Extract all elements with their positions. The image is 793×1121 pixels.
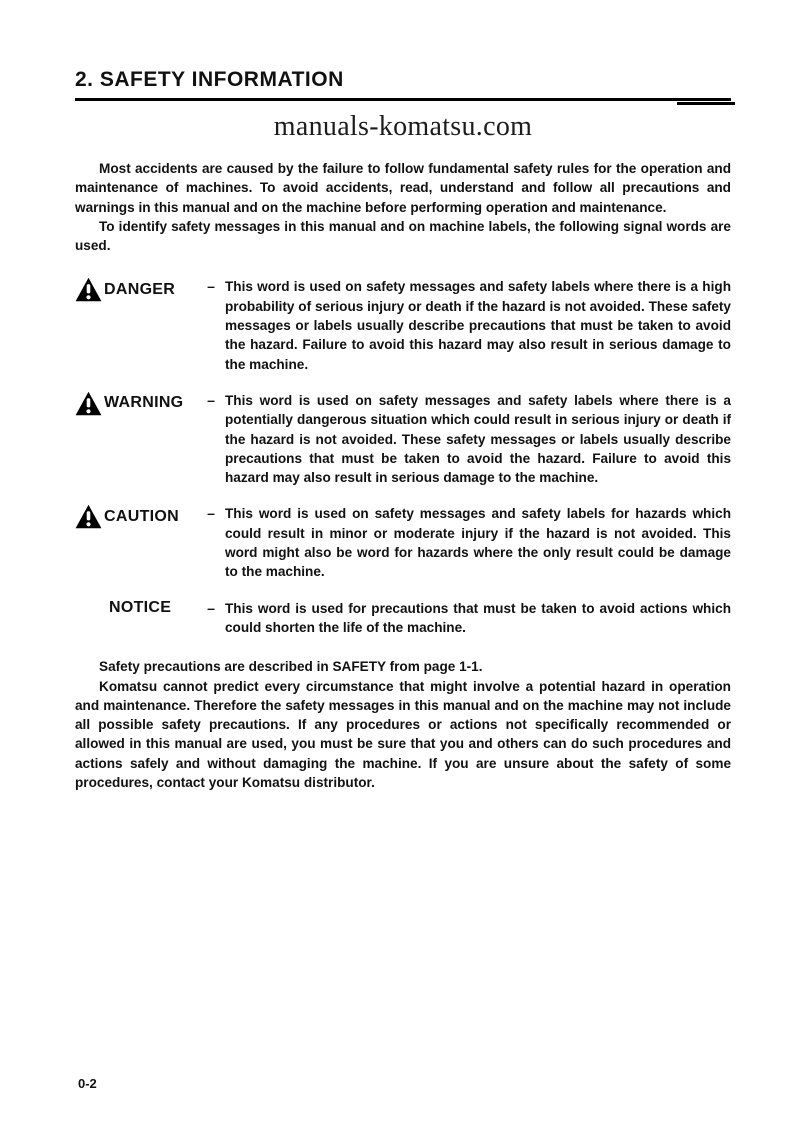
signal-dash: –: [207, 599, 215, 616]
page-title: 2. SAFETY INFORMATION: [75, 68, 344, 91]
signal-text: This word is used on safety messages and safety labels where there is a high probability of serious injury or death if the hazard is not avoided. These safety messages or labels usually describe precautions that must be taken to avoid the hazard. Failure to avoid this hazard may also result in serious damage to the machine.: [225, 279, 731, 372]
signal-label-cell: [75, 599, 197, 617]
signal-label: DANGER: [104, 280, 176, 298]
intro-paragraph: Most accidents are caused by the failure to follow fundamental safety rules for the operation and maintenance of machines. To avoid accidents, read, understand and follow all precautions and warnings in this manual and on the machine before performing operation and maintenance.: [75, 161, 731, 215]
closing-paragraph: Safety precautions are described in SAFETY from page 1-1.: [99, 659, 483, 675]
signal-text: This word is used on safety messages and safety labels where there is a potentially dangerous situation which could result in serious injury or death if the hazard is not avoided. These safety messages or labels usually describe precautions that must be taken to avoid the hazard. Failure to avoid this hazard may also result in serious damage to the machine.: [225, 392, 731, 486]
signal-label-cell: [75, 391, 197, 416]
closing-section: [75, 657, 731, 792]
warning-triangle-icon: [75, 277, 102, 302]
signal-word-section: [75, 277, 731, 637]
signal-text: This word is used for precautions that must be taken to avoid actions which could shorten the life of the machine.: [225, 600, 731, 635]
page-number: 0-2: [78, 1076, 97, 1091]
signal-block-caution: [75, 504, 731, 581]
signal-label-cell: [75, 277, 197, 302]
warning-triangle-icon: [75, 391, 102, 416]
intro-section: [75, 159, 731, 255]
signal-block-notice: [75, 599, 731, 638]
signal-label: WARNING: [104, 394, 184, 412]
signal-label: NOTICE: [109, 598, 172, 616]
warning-triangle-icon: [75, 504, 102, 529]
signal-dash: –: [207, 505, 215, 522]
signal-dash: –: [207, 278, 215, 295]
closing-paragraph: Komatsu cannot predict every circumstance that might involve a potential hazard in operation and maintenance. Therefore the safety messages in this manual and on the machine may not include all possible safety precautions. If any procedures or actions not specifically recommended or allowed in this manual are used, you must be sure that you and others can do such procedures and actions safely and without damaging the machine. If you are unsure about the safety of some procedures, contact your Komatsu distributor.: [75, 678, 731, 791]
signal-label-cell: [75, 504, 197, 529]
signal-block-warning: [75, 391, 731, 487]
signal-block-danger: [75, 277, 731, 373]
signal-text: This word is used on safety messages and safety labels for hazards which could result in minor or moderate injury if the hazard is not avoided. This word might also be word for hazards where the only result could be damage to the machine.: [225, 506, 731, 580]
intro-paragraph: To identify safety messages in this manual and on machine labels, the following signal words are used.: [75, 218, 731, 254]
watermark-text: manuals-komatsu.com: [273, 111, 533, 142]
signal-dash: –: [207, 391, 215, 408]
title-rule-extra: [677, 102, 735, 105]
signal-label: CAUTION: [104, 507, 179, 525]
title-row: [75, 68, 731, 101]
